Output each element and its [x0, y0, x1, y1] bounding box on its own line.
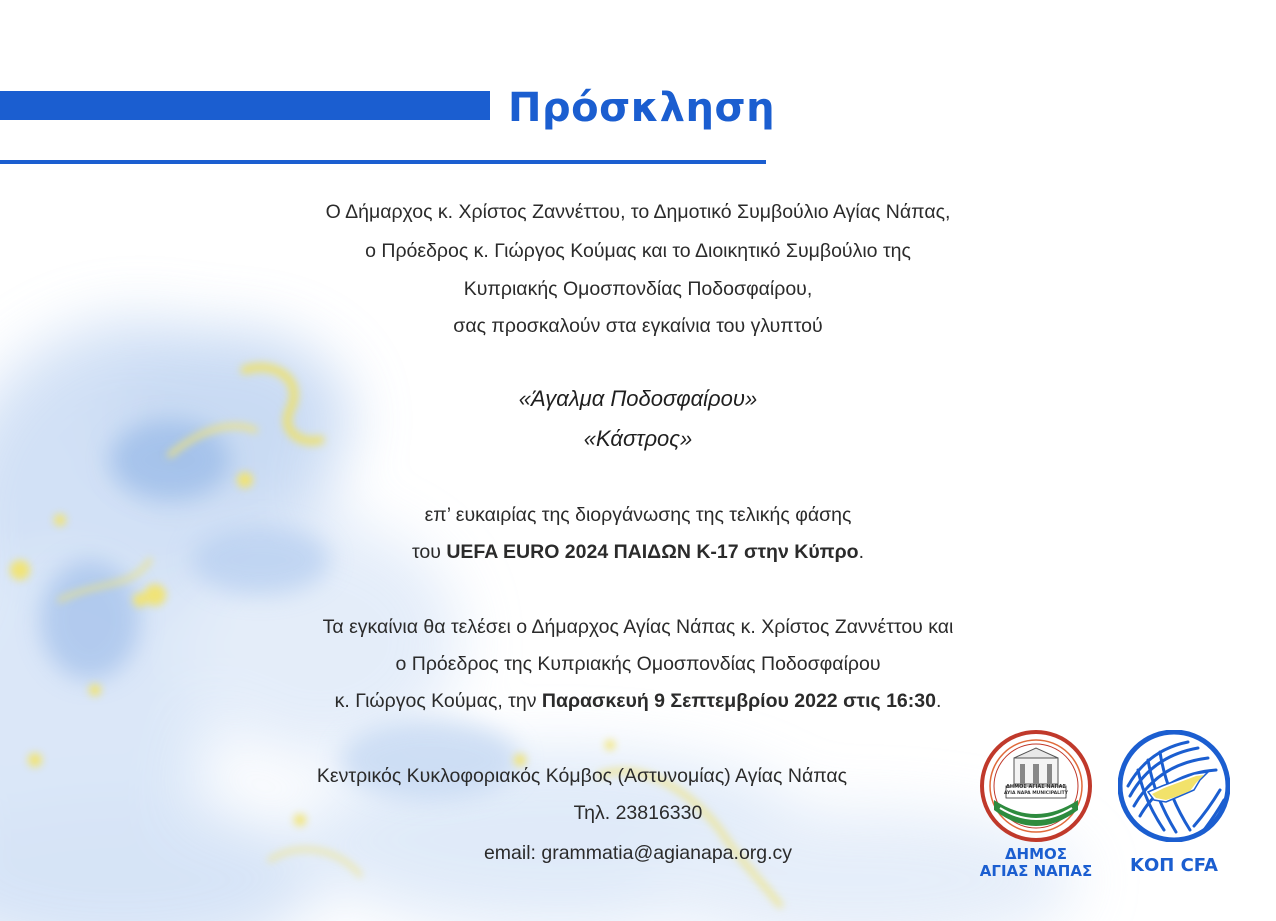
title-underline	[0, 160, 766, 164]
occasion-line-2	[0, 539, 1276, 565]
statue-subtitle: «Κάστρος»	[583, 426, 693, 451]
ceremony-prefix: κ. Γιώργος Κούμας, την	[334, 690, 542, 712]
ceremony-suffix: .	[935, 690, 942, 712]
occasion-suffix: .	[858, 541, 864, 563]
municipality-emblem-text	[956, 731, 1116, 843]
occasion-prefix: του	[411, 541, 447, 563]
ceremony-line-1: Τα εγκαίνια θα τελέσει ο Δήμαρχος Αγίας Νάπας κ. Χρίστος Ζαννέττου και	[322, 616, 954, 638]
municipality-caption-line-1: ΔΗΜΟΣ	[1004, 845, 1068, 863]
email-address: email: grammatia@agianapa.org.cy	[483, 842, 793, 864]
intro-line-3: Κυπριακής Ομοσπονδίας Ποδοσφαίρου,	[463, 278, 813, 300]
cyprus-football-association-logo	[1118, 730, 1230, 842]
emblem-text-greek: ΔΗΜΟΣ ΑΓΙΑΣ ΝΑΠΑΣ	[1006, 784, 1066, 790]
federation-caption: ΚΟΠ CFA	[1130, 855, 1218, 876]
phone-number: Τηλ. 23816330	[573, 802, 703, 824]
occasion-line-1: επ’ ευκαιρίας της διοργάνωσης της τελικής φάσης	[424, 504, 852, 526]
title-accent-bar	[0, 91, 490, 120]
ceremony-line-3	[0, 688, 1276, 714]
ceremony-line-2: ο Πρόεδρος της Κυπριακής Ομοσπονδίας Ποδοσφαίρου	[395, 653, 881, 675]
intro-line-2: ο Πρόεδρος κ. Γιώργος Κούμας και το Διοικητικό Συμβούλιο της	[365, 240, 911, 262]
statue-name: «Άγαλμα Ποδοσφαίρου»	[518, 386, 758, 411]
invitation-title: Πρόσκληση	[508, 85, 776, 131]
venue-address: Κεντρικός Κυκλοφοριακός Κόμβος (Αστυνομίας) Αγίας Νάπας	[316, 765, 848, 787]
event-datetime: Παρασκευή 9 Σεπτεμβρίου 2022 στις 16:30	[541, 690, 936, 712]
municipality-caption	[960, 846, 1112, 880]
tournament-name: UEFA EURO 2024 ΠΑΙΔΩΝ Κ-17 στην Κύπρο	[446, 541, 859, 563]
municipality-caption-line-2: ΑΓΙΑΣ ΝΑΠΑΣ	[979, 862, 1093, 880]
emblem-text-english: AYIA NAPA MUNICIPALITY	[1003, 791, 1068, 796]
intro-line-1: Ο Δήμαρχος κ. Χρίστος Ζαννέττου, το Δημοτικό Συμβούλιο Αγίας Νάπας,	[325, 201, 951, 223]
intro-line-4: σας προσκαλούν στα εγκαίνια του γλυπτού	[453, 315, 823, 337]
